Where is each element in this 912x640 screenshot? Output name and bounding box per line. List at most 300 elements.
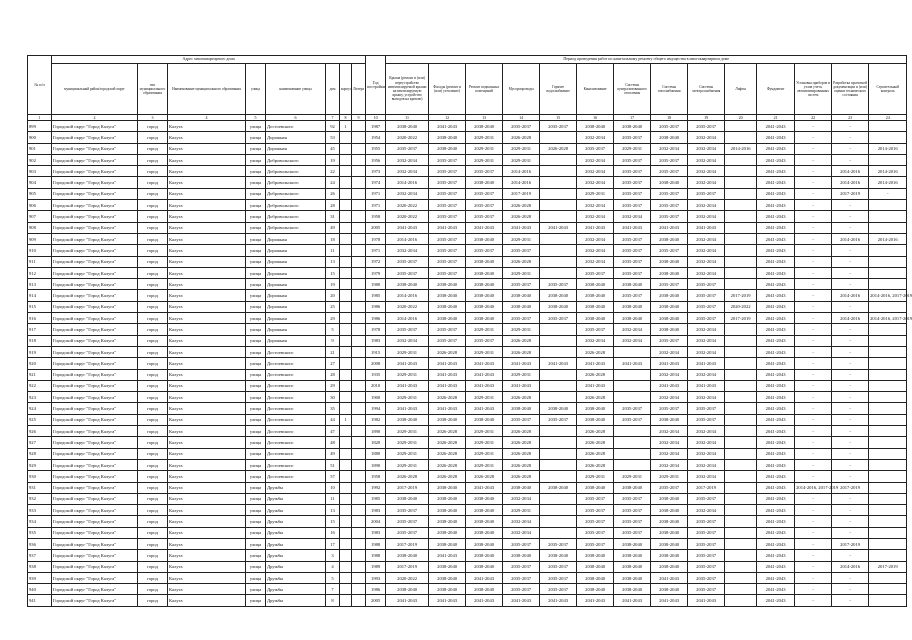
municipality-type: город	[138, 335, 168, 346]
header-column-number: 4	[168, 115, 246, 121]
work-period: 2029-2031	[466, 448, 503, 459]
header-column-6: наименование улицы	[266, 64, 326, 115]
work-period: 2035-2037	[503, 414, 540, 425]
district: Городской округ "Город Калуга"	[52, 301, 138, 312]
municipality-type: город	[138, 392, 168, 403]
building	[340, 448, 352, 459]
year-built: 1971	[366, 200, 386, 211]
work-period: 2038-2040	[429, 482, 466, 493]
house: 44	[326, 414, 340, 425]
work-period	[869, 595, 907, 606]
house: 13	[326, 505, 340, 516]
work-period: 2026-2028	[429, 471, 466, 482]
work-period: 2041-2043	[651, 572, 688, 583]
work-period: -	[795, 256, 832, 267]
district: Городской округ "Город Калуга"	[52, 166, 138, 177]
municipality-type: город	[138, 279, 168, 290]
work-period	[869, 121, 907, 132]
header-column-number: 17	[614, 115, 651, 121]
municipality-name: Калуга	[168, 572, 246, 583]
work-period: 2026-2028	[503, 426, 540, 437]
building	[340, 505, 352, 516]
work-period: 2032-2034	[386, 166, 429, 177]
work-period: 2035-2037	[688, 516, 725, 527]
work-period: 2041-2043	[386, 380, 429, 391]
house: 13	[326, 256, 340, 267]
work-period: -	[795, 414, 832, 425]
header-column-9: Литера	[352, 64, 366, 115]
work-period	[540, 132, 577, 143]
work-period: 2038-2040	[429, 527, 466, 538]
work-period	[725, 369, 757, 380]
district: Городской округ "Город Калуга"	[52, 414, 138, 425]
work-period	[869, 471, 907, 482]
work-period	[725, 358, 757, 369]
letter	[352, 437, 366, 448]
header-column-number: 20	[725, 115, 757, 121]
work-period: 2038-2040	[577, 572, 614, 583]
work-period: 2032-2034	[577, 132, 614, 143]
district: Городской округ "Город Калуга"	[52, 459, 138, 470]
work-period: 2041-2043	[466, 380, 503, 391]
work-period: 2038-2040	[466, 414, 503, 425]
work-period: 2035-2037	[429, 154, 466, 165]
year-built: 2005	[366, 222, 386, 233]
table-row	[28, 448, 907, 459]
house: 7	[326, 584, 340, 595]
municipality-name: Калуга	[168, 166, 246, 177]
header-column-5: улица	[246, 64, 266, 115]
building	[340, 380, 352, 391]
work-period	[725, 188, 757, 199]
row-number: 906	[28, 200, 52, 211]
work-period: 2026-2028	[577, 392, 614, 403]
work-period: 2038-2040	[651, 493, 688, 504]
work-period: 2035-2037	[614, 233, 651, 244]
work-period: 2026-2028	[503, 335, 540, 346]
work-period: 2029-2031	[466, 459, 503, 470]
work-period	[725, 550, 757, 561]
work-period: 2041-2043	[757, 459, 795, 470]
work-period: -	[795, 516, 832, 527]
work-period: -	[832, 437, 869, 448]
work-period: 2026-2028	[429, 459, 466, 470]
work-period: 2032-2034	[688, 256, 725, 267]
work-period: 2041-2043	[540, 358, 577, 369]
work-period	[540, 392, 577, 403]
work-period: 2032-2034	[688, 245, 725, 256]
row-number: 899	[28, 121, 52, 132]
work-period: 2041-2043	[429, 550, 466, 561]
work-period: -	[795, 561, 832, 572]
municipality-name: Калуга	[168, 324, 246, 335]
header-column-number: 15	[540, 115, 577, 121]
work-period: -	[795, 267, 832, 278]
header-column-11: Крыша (ремонт и (или) переустройство невентилируемой крыши на вентилируемую крышу, устройство выходов на кровлю)	[386, 64, 429, 115]
work-period: 2014-2016	[386, 177, 429, 188]
work-period	[725, 324, 757, 335]
work-period: 2029-2031	[466, 346, 503, 357]
work-period: -	[832, 335, 869, 346]
work-period	[725, 335, 757, 346]
header-column-19: Системы электроснабжения	[688, 64, 725, 115]
work-period	[869, 346, 907, 357]
work-period: 2041-2043	[386, 358, 429, 369]
work-period	[725, 211, 757, 222]
table-head	[28, 56, 907, 121]
work-period: 2038-2040	[429, 143, 466, 154]
work-period: 2026-2028	[503, 132, 540, 143]
house: 19	[326, 279, 340, 290]
work-period: 2041-2043	[757, 584, 795, 595]
header-column-17: Системы централизованного отопления	[614, 64, 651, 115]
municipality-name: Калуга	[168, 459, 246, 470]
work-period: 2038-2040	[651, 561, 688, 572]
house: 29	[326, 380, 340, 391]
house: 24	[326, 177, 340, 188]
district: Городской округ "Город Калуга"	[52, 188, 138, 199]
work-period: 2035-2037	[688, 279, 725, 290]
street-type: улица	[246, 584, 266, 595]
street-type: улица	[246, 245, 266, 256]
work-period: 2032-2034	[651, 392, 688, 403]
year-built: 1985	[366, 290, 386, 301]
work-period	[725, 177, 757, 188]
row-number: 901	[28, 143, 52, 154]
work-period	[869, 154, 907, 165]
work-period: 2041-2043	[757, 245, 795, 256]
work-period	[869, 380, 907, 391]
letter	[352, 211, 366, 222]
year-built: 1982	[366, 414, 386, 425]
work-period: 2038-2040	[386, 414, 429, 425]
work-period: 2032-2034	[688, 211, 725, 222]
work-period	[869, 369, 907, 380]
work-period: 2038-2040	[651, 505, 688, 516]
work-period	[540, 335, 577, 346]
row-number: 920	[28, 358, 52, 369]
house: 53	[326, 132, 340, 143]
work-period: -	[832, 426, 869, 437]
street-type: улица	[246, 538, 266, 549]
work-period: -	[795, 200, 832, 211]
row-number: 939	[28, 572, 52, 583]
row-number: 908	[28, 222, 52, 233]
work-period: -	[832, 516, 869, 527]
year-built: 1935	[366, 369, 386, 380]
work-period: 2035-2037	[386, 516, 429, 527]
house: 49	[326, 222, 340, 233]
work-period: 2014-2016, 2017-2019	[869, 313, 907, 324]
street-name: Дорожная	[266, 132, 326, 143]
work-period: 2035-2037	[386, 324, 429, 335]
table-row	[28, 335, 907, 346]
work-period: -	[795, 505, 832, 516]
table-row	[28, 256, 907, 267]
work-period: 2029-2031	[614, 471, 651, 482]
work-period: 2038-2040	[429, 561, 466, 572]
work-period: -	[795, 572, 832, 583]
street-type: улица	[246, 346, 266, 357]
building	[340, 233, 352, 244]
street-type: улица	[246, 211, 266, 222]
work-period: 2014-2016	[869, 166, 907, 177]
work-period: 2035-2037	[651, 211, 688, 222]
work-period: 2026-2028	[429, 448, 466, 459]
work-period	[725, 200, 757, 211]
year-built: 2004	[366, 516, 386, 527]
street-type: улица	[246, 448, 266, 459]
work-period: 2035-2037	[503, 313, 540, 324]
letter	[352, 493, 366, 504]
work-period: 2032-2034	[688, 426, 725, 437]
work-period	[725, 403, 757, 414]
work-period	[869, 279, 907, 290]
header-column-number: 8	[340, 115, 352, 121]
district: Городской округ "Город Калуга"	[52, 267, 138, 278]
header-column-16: Канализование	[577, 64, 614, 115]
work-period: 2035-2037	[503, 572, 540, 583]
letter	[352, 279, 366, 290]
header-column-21: Фундамент	[757, 64, 795, 115]
work-period: 2041-2043	[540, 595, 577, 606]
work-period: 2041-2043	[577, 222, 614, 233]
work-period: 2035-2037	[577, 267, 614, 278]
work-period: 2038-2040	[466, 516, 503, 527]
house: 20	[326, 290, 340, 301]
work-period: 2026-2028	[429, 437, 466, 448]
table-row	[28, 290, 907, 301]
letter	[352, 426, 366, 437]
work-period: -	[832, 459, 869, 470]
work-period: 2032-2034	[651, 459, 688, 470]
work-period: -	[832, 132, 869, 143]
year-built: 2008	[366, 358, 386, 369]
street-type: улица	[246, 188, 266, 199]
year-built: 1989	[366, 561, 386, 572]
work-period: 2035-2037	[386, 505, 429, 516]
work-period: 2017-2019	[832, 188, 869, 199]
work-period: 2035-2037	[651, 403, 688, 414]
house: 10	[326, 482, 340, 493]
street-name: Достоевского	[266, 437, 326, 448]
building	[340, 166, 352, 177]
street-name: Добровольского	[266, 211, 326, 222]
building	[340, 346, 352, 357]
work-period: 2032-2034	[651, 426, 688, 437]
work-period	[869, 426, 907, 437]
work-period: 2035-2037	[466, 211, 503, 222]
municipality-type: город	[138, 448, 168, 459]
municipality-type: город	[138, 380, 168, 391]
street-name: Добровольского	[266, 154, 326, 165]
work-period: 2041-2043	[757, 471, 795, 482]
work-period: 2041-2043	[757, 188, 795, 199]
letter	[352, 121, 366, 132]
work-period: 2035-2037	[651, 245, 688, 256]
letter	[352, 403, 366, 414]
work-period: -	[795, 459, 832, 470]
street-name: Добровольского	[266, 166, 326, 177]
building	[340, 200, 352, 211]
district: Городской округ "Город Калуга"	[52, 233, 138, 244]
table-row	[28, 346, 907, 357]
work-period: -	[795, 290, 832, 301]
work-period	[614, 369, 651, 380]
street-type: улица	[246, 505, 266, 516]
work-period: -	[795, 369, 832, 380]
work-period: 2038-2040	[503, 301, 540, 312]
work-period: 2032-2034	[577, 211, 614, 222]
municipality-type: город	[138, 313, 168, 324]
municipality-type: город	[138, 459, 168, 470]
work-period: 2041-2043	[757, 301, 795, 312]
letter	[352, 595, 366, 606]
work-period: 2035-2037	[651, 482, 688, 493]
street-type: улица	[246, 267, 266, 278]
work-period: -	[795, 154, 832, 165]
work-period: 2029-2031	[386, 346, 429, 357]
year-built: 1992	[366, 482, 386, 493]
work-period: 2041-2043	[757, 550, 795, 561]
district: Городской округ "Город Калуга"	[52, 516, 138, 527]
work-period: 2026-2028	[503, 211, 540, 222]
municipality-name: Калуга	[168, 256, 246, 267]
municipality-type: город	[138, 290, 168, 301]
work-period: 2014-2016, 2017-2019	[869, 290, 907, 301]
work-period: 2041-2043	[466, 403, 503, 414]
work-period: 2041-2043	[651, 222, 688, 233]
work-period: 2038-2040	[577, 550, 614, 561]
municipality-name: Калуга	[168, 538, 246, 549]
street-name: Дружбы	[266, 584, 326, 595]
street-name: Достоевского	[266, 448, 326, 459]
municipality-type: город	[138, 177, 168, 188]
building	[340, 550, 352, 561]
work-period: -	[832, 154, 869, 165]
building	[340, 188, 352, 199]
work-period	[725, 448, 757, 459]
table-row	[28, 200, 907, 211]
municipality-name: Калуга	[168, 200, 246, 211]
year-built: 1972	[366, 256, 386, 267]
municipality-name: Калуга	[168, 550, 246, 561]
header-column-7: дом	[326, 64, 340, 115]
street-type: улица	[246, 143, 266, 154]
work-period: 2029-2031	[503, 233, 540, 244]
building	[340, 301, 352, 312]
work-period: 2041-2043	[688, 222, 725, 233]
street-type: улица	[246, 414, 266, 425]
table-row	[28, 550, 907, 561]
table-row	[28, 245, 907, 256]
work-period: 2041-2043	[386, 222, 429, 233]
street-name: Достоевского	[266, 414, 326, 425]
work-period: 2032-2034	[688, 459, 725, 470]
work-period	[725, 516, 757, 527]
table-row	[28, 505, 907, 516]
work-period	[614, 392, 651, 403]
street-name: Дорожная	[266, 313, 326, 324]
work-period: 2014-2016	[386, 290, 429, 301]
work-period: 2038-2040	[651, 233, 688, 244]
work-period: 2041-2043	[757, 482, 795, 493]
work-period: 2032-2034	[614, 335, 651, 346]
work-period: 2026-2028	[386, 471, 429, 482]
municipality-type: город	[138, 256, 168, 267]
row-number: 941	[28, 595, 52, 606]
work-period: 2035-2037	[614, 403, 651, 414]
work-period	[869, 245, 907, 256]
work-period: 2038-2040	[577, 121, 614, 132]
header-column-number: 24	[869, 115, 907, 121]
street-name: Дорожная	[266, 290, 326, 301]
work-period: 2032-2034	[688, 154, 725, 165]
work-period: 2041-2043	[757, 177, 795, 188]
work-period: 2038-2040	[614, 561, 651, 572]
work-period: -	[795, 403, 832, 414]
municipality-name: Калуга	[168, 346, 246, 357]
row-number: 909	[28, 233, 52, 244]
work-period: 2029-2031	[503, 267, 540, 278]
municipality-name: Калуга	[168, 482, 246, 493]
work-period: 2038-2040	[651, 132, 688, 143]
district: Городской округ "Город Калуга"	[52, 550, 138, 561]
header-column-22: Установка приборов и узлов учета, автоматизированных систем	[795, 64, 832, 115]
municipality-type: город	[138, 143, 168, 154]
letter	[352, 538, 366, 549]
district: Городской округ "Город Калуга"	[52, 324, 138, 335]
street-type: улица	[246, 279, 266, 290]
work-period: 2038-2040	[466, 584, 503, 595]
work-period: 2029-2031	[386, 448, 429, 459]
row-number: 919	[28, 346, 52, 357]
house: 3	[326, 550, 340, 561]
work-period: 2035-2037	[688, 301, 725, 312]
municipality-name: Калуга	[168, 121, 246, 132]
municipality-type: город	[138, 527, 168, 538]
year-built: 1979	[366, 267, 386, 278]
work-period: 2035-2037	[614, 200, 651, 211]
letter	[352, 188, 366, 199]
work-period: -	[795, 426, 832, 437]
work-period: -	[795, 313, 832, 324]
work-period	[540, 211, 577, 222]
building	[340, 516, 352, 527]
work-period: 2035-2037	[651, 154, 688, 165]
work-period: 2035-2037	[386, 527, 429, 538]
table-row	[28, 188, 907, 199]
work-period: 2041-2043	[757, 561, 795, 572]
street-type: улица	[246, 561, 266, 572]
work-period: 2035-2037	[651, 166, 688, 177]
work-period: 2014-2016	[386, 313, 429, 324]
work-period: 2029-2031	[503, 324, 540, 335]
street-name: Достоевского	[266, 403, 326, 414]
row-number: 902	[28, 154, 52, 165]
work-period: 2035-2037	[614, 245, 651, 256]
work-period: 2038-2040	[429, 516, 466, 527]
work-period: 2038-2040	[651, 301, 688, 312]
table-row	[28, 154, 907, 165]
street-name: Добровольского	[266, 188, 326, 199]
work-period: 2032-2034	[651, 437, 688, 448]
work-period: 2038-2040	[503, 550, 540, 561]
work-period: 2041-2043	[466, 482, 503, 493]
work-period: -	[795, 493, 832, 504]
street-type: улица	[246, 459, 266, 470]
letter	[352, 256, 366, 267]
